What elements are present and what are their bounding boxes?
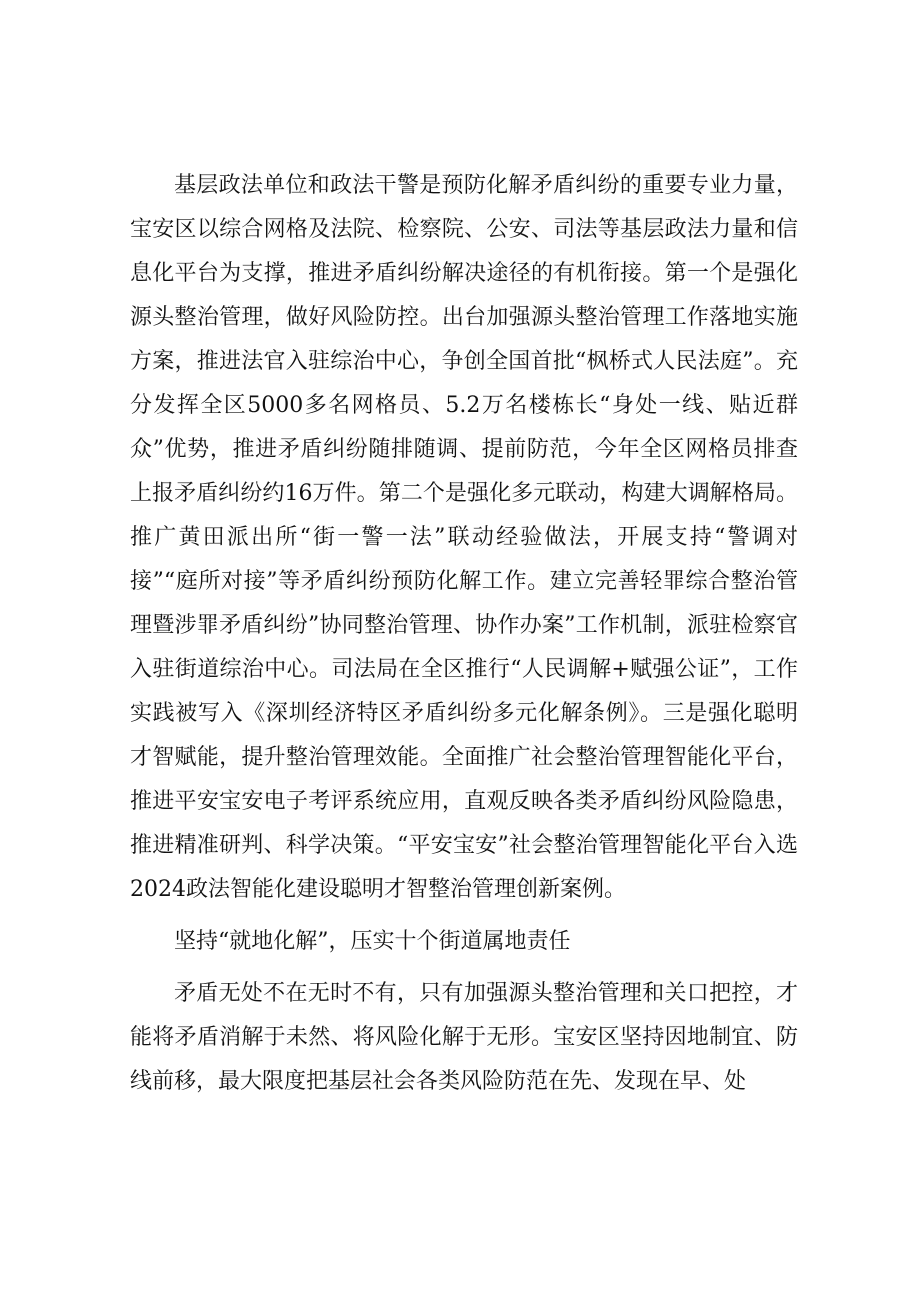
document-body [130, 164, 798, 1104]
body-paragraph: 矛盾无处不在无时不有，只有加强源头整治管理和关口把控，才能将矛盾消解于未然、将风险化解于无形。宝安区坚持因地制宜、防线前移，最大限度把基层社会各类风险防范在先、发现在早、处 [130, 981, 798, 1094]
section-heading: 坚持“就地化解”，压实十个街道属地责任 [174, 929, 571, 954]
body-paragraph: 基层政法单位和政法干警是预防化解矛盾纠纷的重要专业力量，宝安区以综合网格及法院、检察院、公安、司法等基层政法力量和信息化平台为支撑，推进矛盾纠纷解决途径的有机衔接。第一个是强化源头整治管理，做好风险防控。出台加强源头整治管理工作落地实施方案，推进法官入驻综治中心，争创全国首批“枫桥式人民法庭”。充分发挥全区5000多名网格员、5.2万名楼栋长“身处一线、贴近群众”优势，推进矛盾纠纷随排随调、提前防范，今年全区网格员排查上报矛盾纠纷约16万件。第二个是强化多元联动，构建大调解格局。推广黄田派出所“街一警一法”联动经验做法，开展支持“警调对接”“庭所对接”等矛盾纠纷预防化解工作。建立完善轻罪综合整治管理暨涉罪矛盾纠纷”协同整治管理、协作办案”工作机制，派驻检察官入驻街道综治中心。司法局在全区推行“人民调解+赋强公证”，工作实践被写入《深圳经济特区矛盾纠纷多元化解条例》。三是强化聪明才智赋能，提升整治管理效能。全面推广社会整治管理智能化平台，推进平安宝安电子考评系统应用，直观反映各类矛盾纠纷风险隐患，推进精准研判、科学决策。“平安宝安”社会整治管理智能化平台入选2024政法智能化建设聪明才智整治管理创新案例。 [130, 173, 798, 902]
